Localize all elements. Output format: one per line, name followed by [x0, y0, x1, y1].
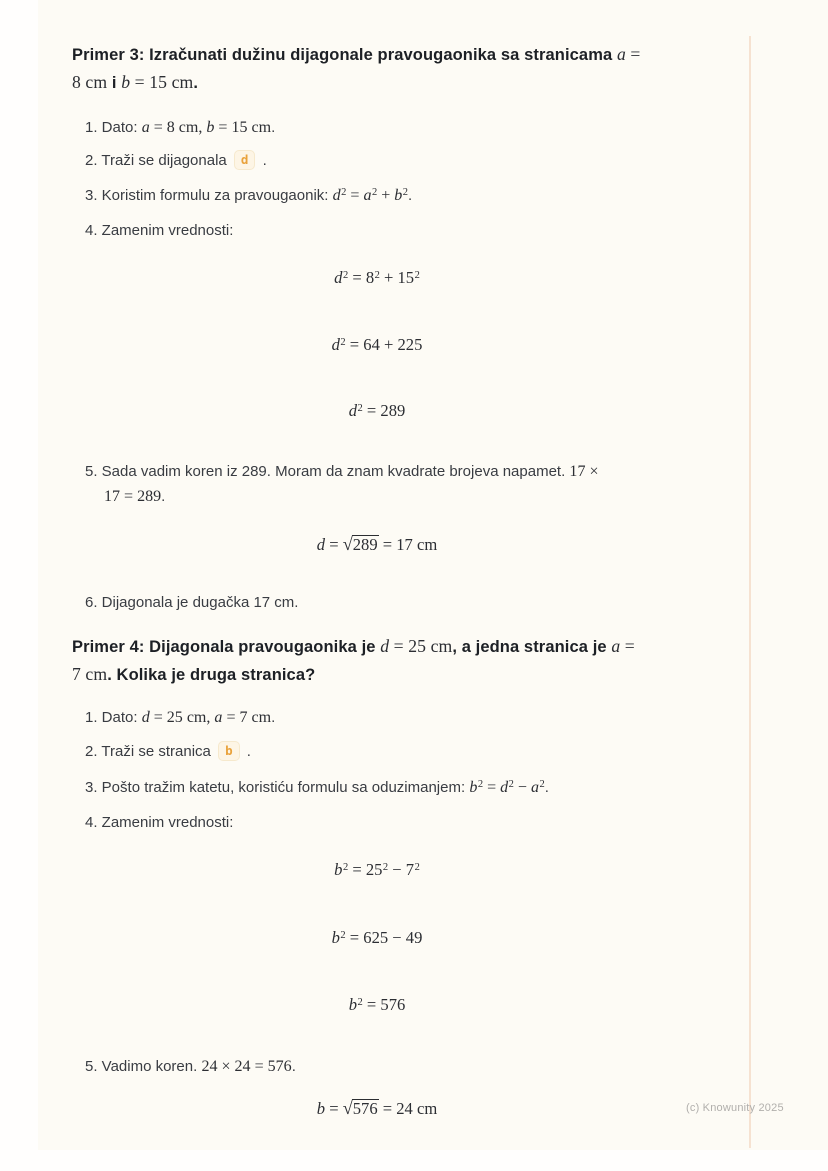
- text-segment: Primer 4: Dijagonala pravougaonika je: [72, 638, 381, 656]
- text-segment: = 24 cm: [378, 1099, 438, 1118]
- example3-step-4: [85, 218, 739, 243]
- square-root: [342, 534, 379, 554]
- text-segment: 2: [340, 337, 346, 348]
- text-segment: = 7 cm: [222, 709, 272, 726]
- text-segment: 4. Zamenim vrednosti:: [85, 814, 234, 831]
- text-segment: = 64 + 225: [345, 335, 423, 354]
- example4-equation-3: [72, 995, 682, 1015]
- text-segment: b: [394, 187, 403, 204]
- example3-title: [72, 41, 720, 97]
- text-segment: 2: [477, 779, 484, 790]
- text-segment: =: [325, 535, 343, 554]
- example3-equation-4: [72, 534, 682, 555]
- text-segment: 3. Pošto tražim katetu, koristiću formulu sa oduzimanjem:: [85, 779, 470, 796]
- text-segment: b: [121, 72, 131, 92]
- text-segment: = 25: [348, 860, 383, 879]
- text-segment: d: [316, 535, 326, 554]
- example3-step-2: [85, 148, 739, 173]
- square-root: [342, 1098, 379, 1118]
- example3-step-1: [85, 115, 739, 140]
- example4-step-5: [85, 1054, 739, 1079]
- example3-step-3: [85, 183, 739, 210]
- text-segment: 2: [342, 270, 349, 281]
- text-segment: 2: [414, 862, 420, 873]
- text-segment: .: [291, 1058, 296, 1075]
- text-segment: 2: [382, 862, 389, 873]
- text-segment: .: [271, 119, 276, 136]
- text-segment: =: [325, 1099, 343, 1118]
- text-segment: = 15 cm: [130, 72, 194, 92]
- text-segment: d: [141, 709, 150, 726]
- text-segment: d: [334, 268, 343, 287]
- text-segment: = 15 cm: [214, 119, 272, 136]
- text-segment: 2: [414, 270, 420, 281]
- text-segment: 5. Vadimo koren.: [85, 1058, 202, 1075]
- text-segment: 2: [357, 403, 363, 414]
- text-segment: 6. Dijagonala je dugačka 17 cm.: [85, 594, 299, 611]
- text-segment: .: [271, 709, 276, 726]
- text-segment: d: [332, 187, 341, 204]
- text-segment: b: [316, 1099, 326, 1118]
- text-segment: b: [331, 928, 340, 947]
- text-segment: 2: [539, 779, 545, 790]
- example4-equation-1: [72, 860, 682, 880]
- text-segment: d: [500, 779, 509, 796]
- text-segment: = 625 − 49: [345, 928, 423, 947]
- text-segment: 2: [402, 187, 409, 198]
- example4-step-4: [85, 810, 739, 835]
- example4-title-line1: [72, 638, 635, 656]
- text-segment: . Kolika je druga stranica?: [107, 666, 316, 684]
- inline-code-badge: b: [218, 741, 240, 761]
- text-segment: =: [346, 187, 364, 204]
- text-segment: =: [620, 636, 635, 656]
- page-left-margin: [0, 0, 38, 1171]
- text-segment: = 25 cm,: [149, 709, 215, 726]
- example4-equation-2: [72, 928, 682, 948]
- text-segment: a: [363, 187, 372, 204]
- example4-equation-4: [72, 1098, 682, 1119]
- text-segment: = 576: [362, 995, 406, 1014]
- page-edge-line: [749, 36, 751, 1148]
- text-segment: 2: [357, 997, 363, 1008]
- example3-equation-1: [72, 268, 682, 288]
- text-segment: = 289: [362, 401, 406, 420]
- text-segment: b: [334, 860, 343, 879]
- text-segment: 3. Koristim formulu za pravougaonik:: [85, 187, 333, 204]
- text-segment: 5. Sada vadim koren iz 289. Moram da znam kvadrate brojeva napamet.: [85, 463, 570, 480]
- text-segment: −: [513, 779, 531, 796]
- text-segment: a: [611, 636, 621, 656]
- radicand: 289: [352, 535, 378, 554]
- text-segment: 8 cm: [72, 72, 108, 92]
- text-segment: Primer 3: Izračunati dužinu dijagonale pravougaonika sa stranicama: [72, 46, 617, 64]
- text-segment: 17 = 289: [104, 488, 162, 505]
- example3-step-5-line2: [104, 488, 165, 505]
- text-segment: , a jedna stranica je: [452, 638, 612, 656]
- text-segment: = 25 cm: [389, 636, 453, 656]
- text-segment: 17 ×: [569, 463, 599, 480]
- text-segment: = 8 cm,: [149, 119, 207, 136]
- text-segment: d: [348, 401, 358, 420]
- example3-step-5: [85, 459, 739, 509]
- text-segment: 4. Zamenim vrednosti:: [85, 222, 234, 239]
- text-segment: 7 cm: [72, 664, 108, 684]
- text-segment: 2. Traži se dijagonala: [85, 152, 231, 169]
- example3-title-line2: [72, 74, 198, 92]
- text-segment: 2: [371, 187, 378, 198]
- text-segment: =: [625, 44, 641, 64]
- text-segment: .: [258, 152, 267, 169]
- text-segment: b: [348, 995, 358, 1014]
- text-segment: d: [331, 335, 340, 354]
- example4-title-line2: [72, 666, 315, 684]
- text-segment: a: [141, 119, 150, 136]
- example4-step-3: [85, 775, 739, 802]
- radical-sign-icon: √: [342, 534, 353, 554]
- text-segment: .: [544, 779, 549, 796]
- text-segment: a: [214, 709, 223, 726]
- text-segment: a: [530, 779, 539, 796]
- text-segment: .: [408, 187, 413, 204]
- page-bottom-margin: [0, 1150, 828, 1171]
- example3-title-line1: [72, 46, 640, 64]
- text-segment: 2: [342, 862, 349, 873]
- example4-step-1: [85, 705, 739, 730]
- example3-step-5-line1: [85, 463, 599, 480]
- text-segment: b: [469, 779, 478, 796]
- text-segment: .: [242, 743, 251, 760]
- text-segment: .: [193, 74, 199, 92]
- example3-equation-3: [72, 401, 682, 421]
- text-segment: .: [161, 488, 166, 505]
- text-segment: + 15: [379, 268, 415, 287]
- text-segment: i: [107, 74, 122, 92]
- text-segment: 2: [374, 270, 380, 281]
- example4-title: [72, 633, 720, 689]
- text-segment: b: [206, 119, 215, 136]
- text-segment: 24 × 24 = 576: [201, 1058, 292, 1075]
- text-segment: = 8: [348, 268, 375, 287]
- text-segment: 2: [340, 930, 346, 941]
- text-segment: 2. Traži se stranica: [85, 743, 216, 760]
- text-segment: 2: [508, 779, 514, 790]
- text-segment: =: [483, 779, 501, 796]
- radical-sign-icon: √: [342, 1098, 353, 1118]
- text-segment: 1. Dato:: [85, 119, 142, 136]
- inline-code-badge: d: [234, 150, 256, 170]
- radicand: 576: [352, 1099, 378, 1118]
- example4-step-2: [85, 739, 739, 764]
- example3-equation-2: [72, 335, 682, 355]
- text-segment: a: [616, 44, 626, 64]
- text-segment: − 7: [388, 860, 415, 879]
- text-segment: 2: [341, 187, 347, 198]
- watermark: (c) Knowunity 2025: [686, 1102, 784, 1114]
- example3-step-6: [85, 590, 739, 615]
- text-segment: d: [380, 636, 390, 656]
- text-segment: +: [377, 187, 395, 204]
- text-segment: 1. Dato:: [85, 709, 142, 726]
- text-segment: = 17 cm: [378, 535, 438, 554]
